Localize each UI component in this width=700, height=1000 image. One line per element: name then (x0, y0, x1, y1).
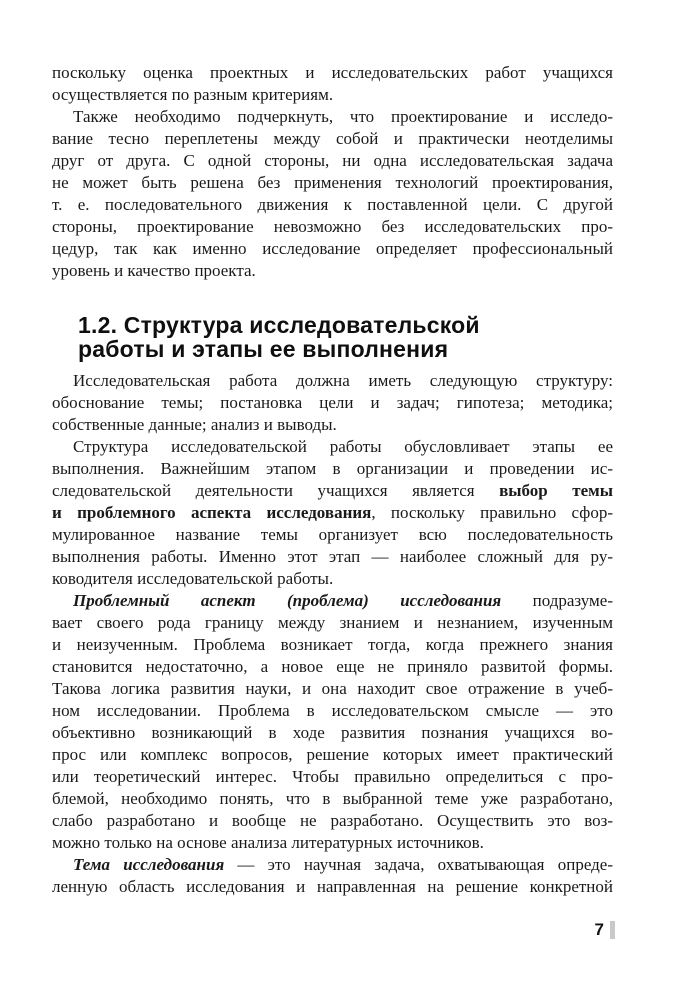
text-line: не может быть решена без применения технологий проектирования, (52, 173, 613, 192)
text-line: Также необходимо подчеркнуть, что проектирование и исследо- (73, 107, 613, 126)
text-line: можно только на основе анализа литературных источников. (52, 833, 484, 852)
text-line: т. е. последовательного движения к поставленной цели. С другой (52, 195, 613, 214)
text-line: Такова логика развития науки, и она находит свое отражение в учеб- (52, 679, 613, 698)
text-line: Тема исследования — это научная задача, охватывающая опреде- (73, 855, 613, 874)
text-line: уровень и качество проекта. (52, 261, 256, 280)
text-line: поскольку оценка проектных и исследовательских работ учащихся (52, 63, 613, 82)
page-number: 7 (594, 920, 604, 939)
text-line: прос или комплекс вопросов, решение которых имеет практический (52, 745, 613, 764)
section-heading-line: работы и этапы ее выполнения (78, 336, 449, 362)
paragraph (52, 590, 613, 854)
text-line: слабо разработано и вообще не разработано. Осуществить это воз- (52, 811, 613, 830)
text-line: Исследовательская работа должна иметь следующую структуру: (73, 371, 613, 390)
text-line: ленную область исследования и направленная на решение конкретной (52, 877, 613, 896)
text-line: Структура исследовательской работы обусловливает этапы ее (73, 437, 613, 456)
text-line: выполнения. Важнейшим этапом в организации и проведении ис- (52, 459, 613, 478)
text-column (52, 62, 613, 898)
text-line: и неизученным. Проблема возникает тогда, когда прежнего знания (52, 635, 613, 654)
text-line: вание тесно переплетены между собой и практически неотделимы (52, 129, 613, 148)
paragraph (52, 436, 613, 590)
text-line: цедур, так как именно исследование определяет профессиональный (52, 239, 613, 258)
section-heading (52, 313, 613, 361)
text-line: Проблемный аспект (проблема) исследования подразуме- (73, 591, 613, 610)
text-line: следовательской деятельности учащихся является выбор темы (52, 481, 613, 500)
text-line: ководителя исследовательской работы. (52, 569, 334, 588)
text-line: вает своего рода границу между знанием и незнанием, изученным (52, 613, 613, 632)
text-line: или теоретический интерес. Чтобы правильно определиться с про- (52, 767, 613, 786)
text-line: мулированное название темы организует всю последовательность (52, 525, 613, 544)
page-footer (52, 920, 615, 940)
text-line: становится недостаточно, а новое еще не приняло развитой формы. (52, 657, 613, 676)
text-line: объективно возникающий в ходе развития познания учащихся во- (52, 723, 613, 742)
footer-bar-decoration (610, 921, 615, 939)
text-line: собственные данные; анализ и выводы. (52, 415, 337, 434)
text-line: выполнения работы. Именно этот этап — наиболее сложный для ру- (52, 547, 613, 566)
text-line: и проблемного аспекта исследования, поскольку правильно сфор- (52, 503, 613, 522)
paragraph (52, 854, 613, 898)
section-heading-line: 1.2. Структура исследовательской (78, 312, 480, 338)
text-line: обоснование темы; постановка цели и задач; гипотеза; методика; (52, 393, 613, 412)
text-line: осуществляется по разным критериям. (52, 85, 334, 104)
text-line: ном исследовании. Проблема в исследовательском смысле — это (52, 701, 613, 720)
text-line: друг от друга. С одной стороны, ни одна исследовательская задача (52, 151, 613, 170)
paragraph (52, 370, 613, 436)
paragraph (52, 106, 613, 282)
text-line: стороны, проектирование невозможно без исследовательских про- (52, 217, 613, 236)
text-line: блемой, необходимо понять, что в выбранной теме уже разработано, (52, 789, 613, 808)
paragraph (52, 62, 613, 106)
